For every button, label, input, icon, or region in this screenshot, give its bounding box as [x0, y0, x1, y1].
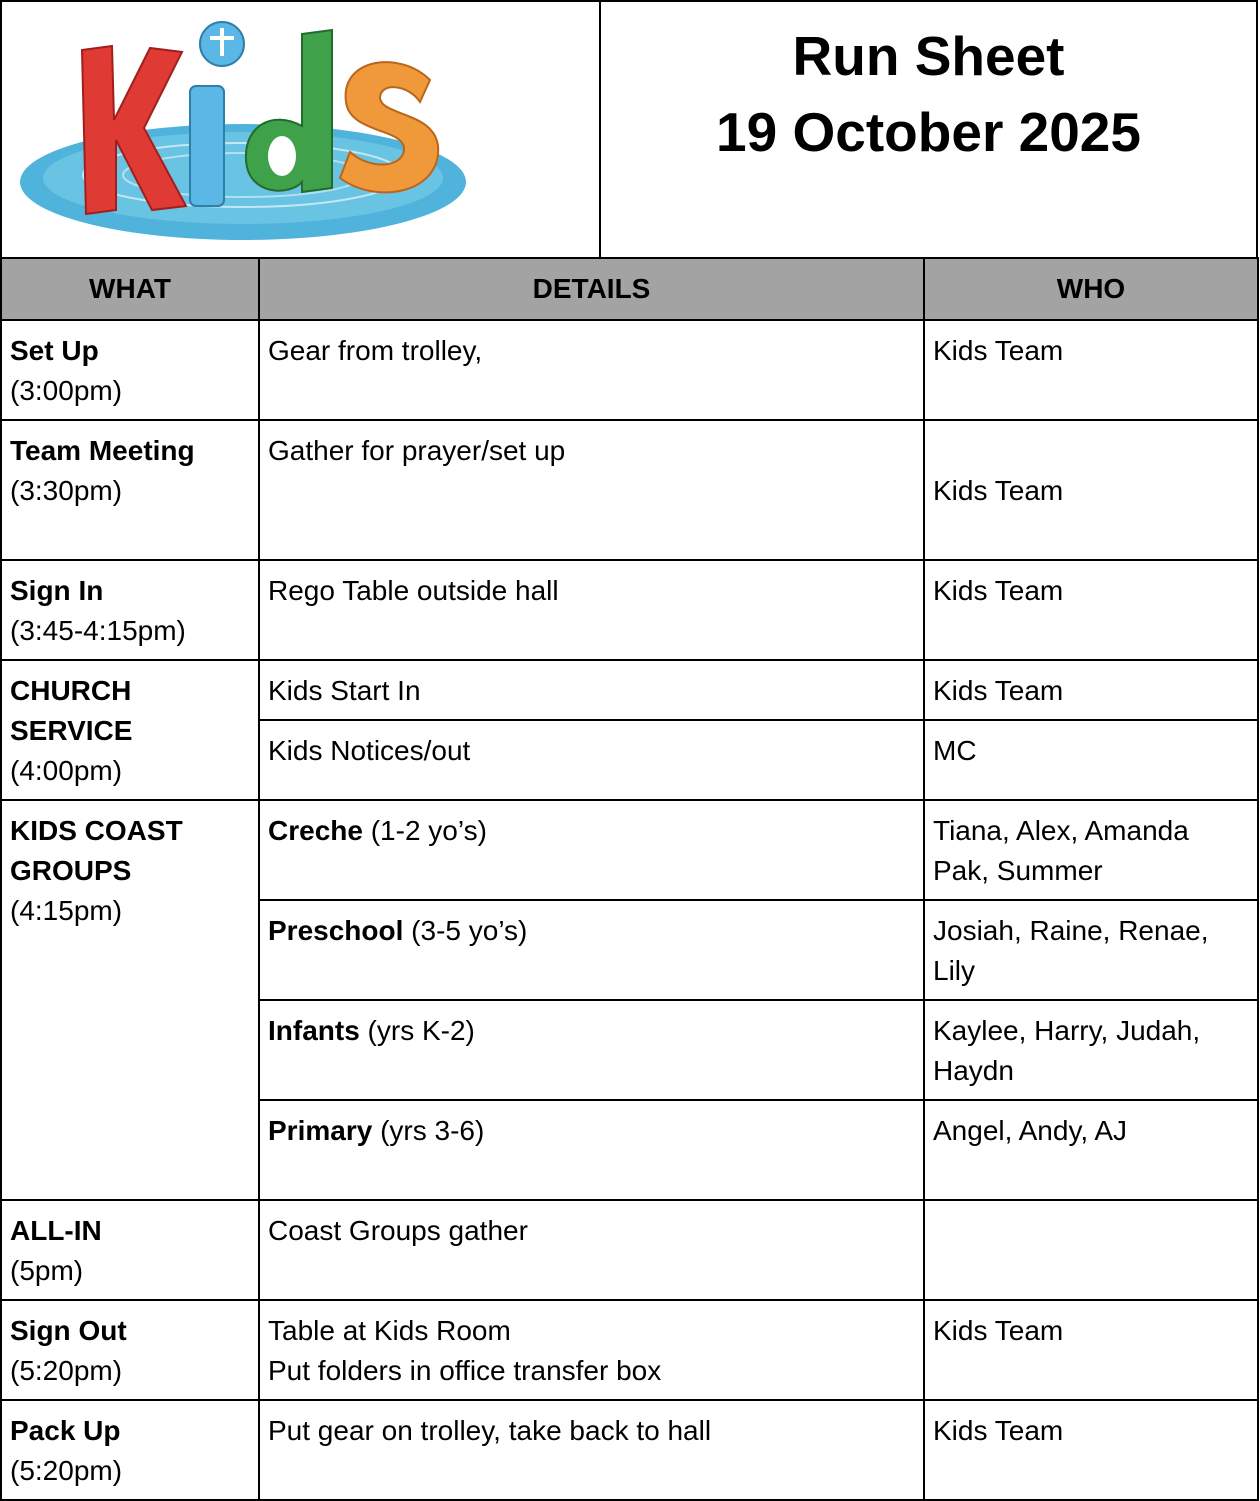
what-label-line1: KIDS COAST — [10, 815, 183, 846]
table-row — [1, 1400, 1258, 1500]
details-cell — [259, 800, 924, 900]
what-cell — [1, 320, 259, 420]
group-name: Primary — [268, 1115, 373, 1146]
who-cell: Kids Team — [924, 1400, 1258, 1500]
what-label-line2: SERVICE — [10, 715, 133, 746]
group-age: (yrs 3-6) — [372, 1115, 485, 1146]
page-title: Run Sheet — [792, 25, 1065, 87]
what-cell — [1, 1200, 259, 1300]
details-cell — [259, 1300, 924, 1400]
table-row — [1, 320, 1258, 420]
group-age: (1-2 yo’s) — [362, 815, 487, 846]
details-cell: Gather for prayer/set up — [259, 420, 924, 560]
column-header-what: WHAT — [1, 258, 259, 320]
table-row — [1, 800, 1258, 900]
who-cell: Josiah, Raine, Renae, Lily — [924, 900, 1258, 1000]
what-time: (3:45-4:15pm) — [10, 615, 186, 646]
what-cell — [1, 560, 259, 660]
group-age: (yrs K-2) — [359, 1015, 475, 1046]
details-cell: Kids Notices/out — [259, 720, 924, 800]
details-cell: Gear from trolley, — [259, 320, 924, 420]
what-label: Team Meeting — [10, 435, 195, 466]
run-sheet-header — [0, 0, 1258, 257]
logo-cell — [2, 2, 601, 257]
what-label: Sign Out — [10, 1315, 127, 1346]
what-label: ALL-IN — [10, 1215, 102, 1246]
details-cell: Kids Start In — [259, 660, 924, 720]
what-time: (3:30pm) — [10, 475, 123, 506]
who-cell: Kids Team — [924, 660, 1258, 720]
details-cell — [259, 1100, 924, 1200]
table-header-row — [1, 258, 1258, 320]
table-row — [1, 660, 1258, 720]
what-cell — [1, 1300, 259, 1400]
table-row — [1, 420, 1258, 560]
who-cell: Kaylee, Harry, Judah, Haydn — [924, 1000, 1258, 1100]
who-cell — [924, 1200, 1258, 1300]
group-name: Infants — [268, 1015, 360, 1046]
kids-logo — [10, 10, 480, 255]
what-label-line2: GROUPS — [10, 855, 132, 886]
group-name: Creche — [268, 815, 363, 846]
table-row — [1, 1200, 1258, 1300]
details-cell: Rego Table outside hall — [259, 560, 924, 660]
what-cell — [1, 800, 259, 1200]
details-cell: Put gear on trolley, take back to hall — [259, 1400, 924, 1500]
who-cell: Kids Team — [924, 420, 1258, 560]
table-row — [1, 560, 1258, 660]
what-time: (4:15pm) — [10, 895, 123, 926]
group-name: Preschool — [268, 915, 404, 946]
what-time: (5:20pm) — [10, 1455, 123, 1486]
what-cell — [1, 1400, 259, 1500]
what-label: Pack Up — [10, 1415, 121, 1446]
details-line2: Put folders in office transfer box — [268, 1355, 662, 1386]
what-time: (5:20pm) — [10, 1355, 123, 1386]
who-cell: MC — [924, 720, 1258, 800]
details-line1: Table at Kids Room — [268, 1315, 511, 1346]
what-time: (3:00pm) — [10, 375, 123, 406]
details-cell: Coast Groups gather — [259, 1200, 924, 1300]
page-date: 19 October 2025 — [716, 101, 1141, 163]
who-cell: Kids Team — [924, 560, 1258, 660]
what-label-line1: CHURCH — [10, 675, 132, 706]
what-cell — [1, 660, 259, 800]
column-header-who: WHO — [924, 258, 1258, 320]
who-cell: Kids Team — [924, 320, 1258, 420]
table-row — [1, 1300, 1258, 1400]
run-sheet-table — [0, 257, 1259, 1501]
details-cell — [259, 1000, 924, 1100]
group-age: (3-5 yo’s) — [403, 915, 528, 946]
what-cell — [1, 420, 259, 560]
who-cell: Tiana, Alex, Amanda Pak, Summer — [924, 800, 1258, 900]
who-cell: Angel, Andy, AJ — [924, 1100, 1258, 1200]
what-time: (4:00pm) — [10, 755, 123, 786]
column-header-details: DETAILS — [259, 258, 924, 320]
title-cell — [601, 2, 1256, 257]
what-time: (5pm) — [10, 1255, 84, 1286]
details-cell — [259, 900, 924, 1000]
what-label: Sign In — [10, 575, 104, 606]
what-label: Set Up — [10, 335, 99, 366]
who-cell: Kids Team — [924, 1300, 1258, 1400]
